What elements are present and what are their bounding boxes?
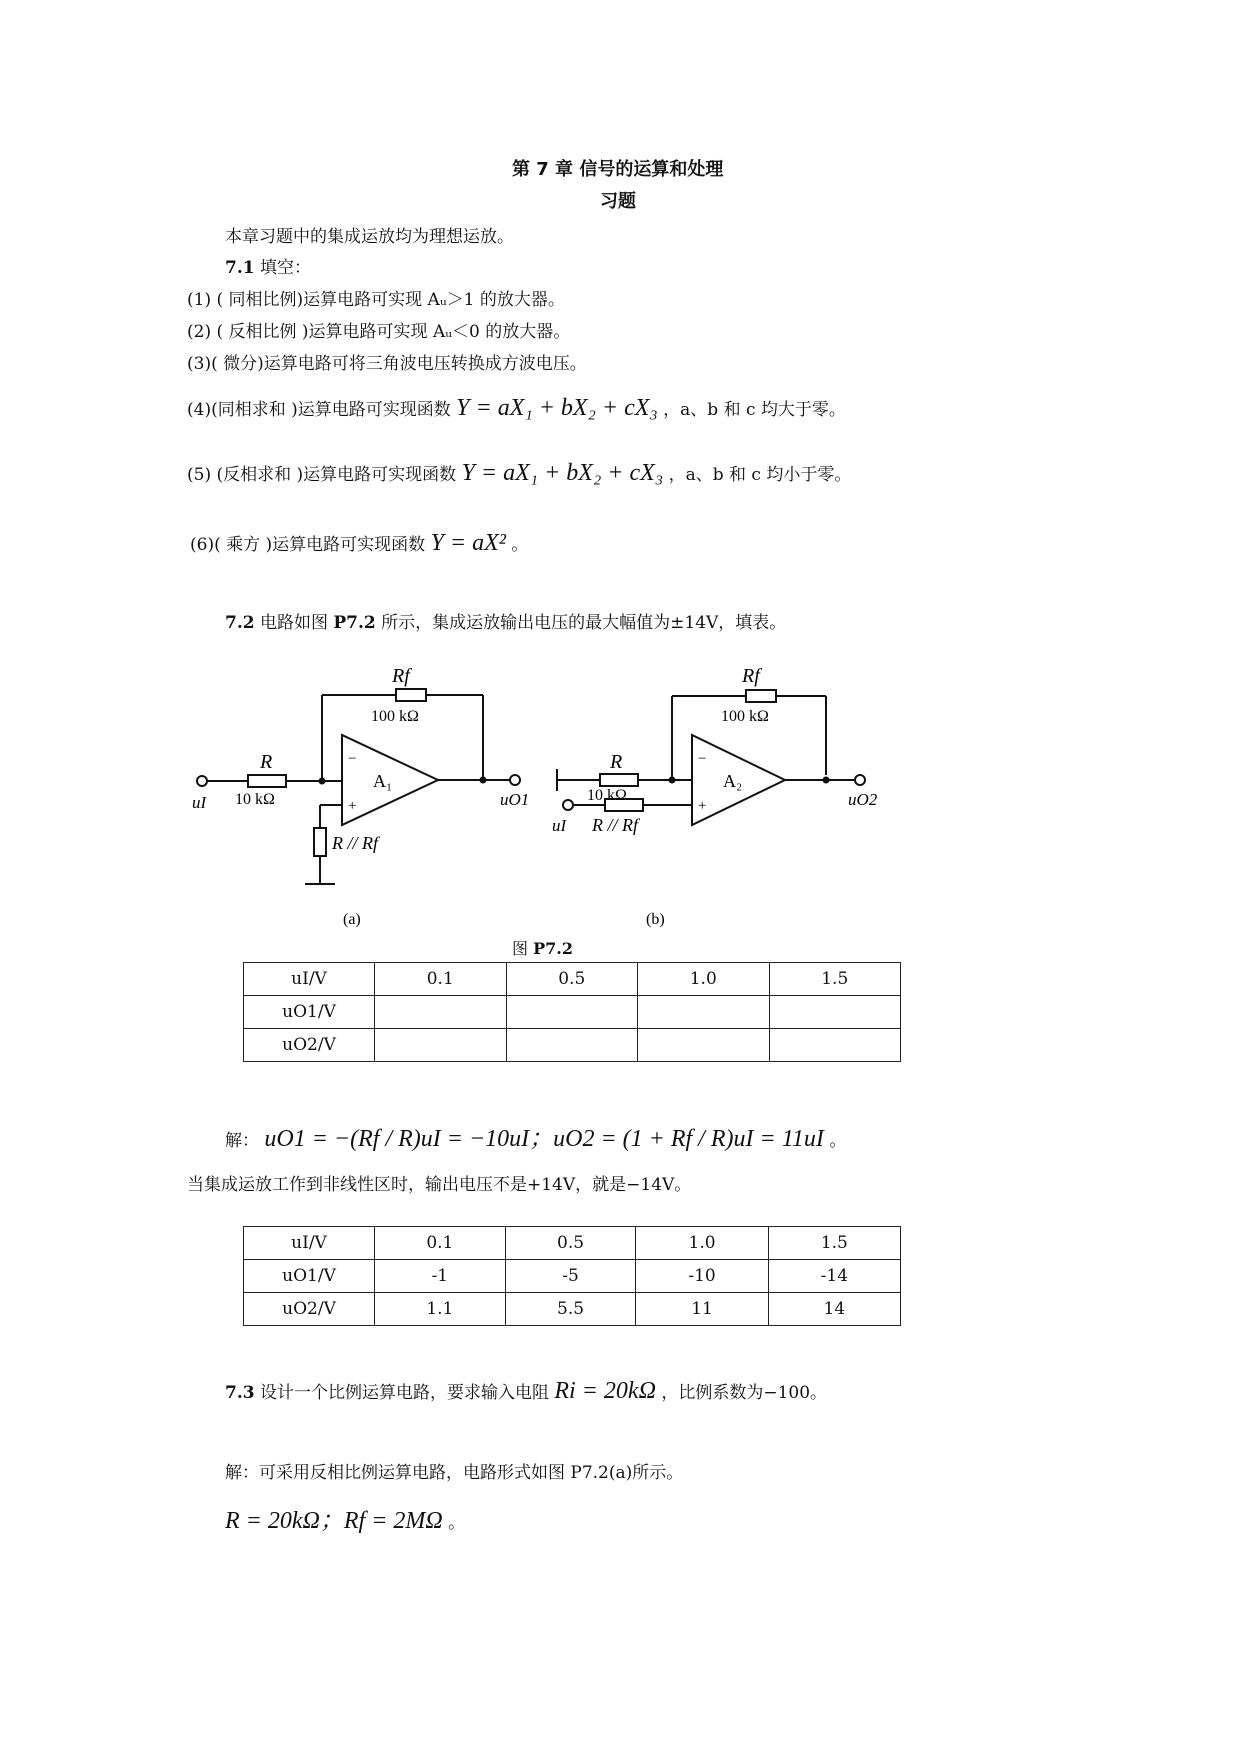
solution-label: 解： (225, 1131, 259, 1151)
table-cell: 5.5 (505, 1293, 636, 1326)
answer-item-5 (187, 460, 851, 487)
formula-square: Y = aX² (430, 530, 506, 556)
table-cell: 1.0 (636, 1227, 768, 1260)
problem-prompt: 填空： (259, 258, 311, 278)
table-cell: uI/V (244, 1227, 375, 1260)
blank-table (243, 962, 901, 1062)
table-cell (638, 996, 770, 1029)
label-r-par-rf-b: R // Rf (592, 815, 638, 835)
item-5-text: (5) (反相求和 )运算电路可实现函数 (187, 465, 457, 485)
figure-ref: P7.2 (333, 613, 376, 633)
problem-7-2-statement (225, 608, 786, 633)
table-cell (769, 996, 901, 1029)
label-b: (b) (646, 911, 665, 928)
table-cell: 1.5 (768, 1227, 900, 1260)
solution-7-3: 解：可采用反相比例运算电路，电路形式如图 P7.2(a)所示。 (225, 1463, 684, 1483)
table-cell: 1.5 (769, 963, 901, 996)
statement-text: 电路如图 (259, 613, 328, 633)
formula-sum-4: Y = aX₁ + bX₂ + cX₃ (456, 395, 658, 421)
table-cell (638, 1029, 770, 1062)
table-row (244, 963, 901, 996)
table-cell: -14 (768, 1260, 900, 1293)
statement-text-2: ，比例系数为−100。 (661, 1383, 828, 1403)
formula-sum-5: Y = aX₁ + bX₂ + cX₃ (461, 460, 664, 486)
answer-table (243, 1226, 901, 1326)
problem-7-3-statement (225, 1378, 827, 1405)
problem-number: 7.1 (225, 258, 255, 278)
label-r-value-a: 10 kΩ (235, 791, 275, 808)
table-cell: -5 (505, 1260, 636, 1293)
solution-7-2 (225, 1118, 846, 1153)
label-rf-value-b: 100 kΩ (721, 708, 769, 725)
answer-item-6 (190, 530, 528, 557)
table-row (244, 1293, 901, 1326)
figure-caption-id: P7.2 (533, 939, 573, 958)
table-cell: uO2/V (244, 1293, 375, 1326)
section-subtitle: 习题 (600, 191, 636, 212)
table-row (244, 1227, 901, 1260)
item-4-text: (4)(同相求和 )运算电路可实现函数 (187, 400, 451, 420)
figure-caption-prefix: 图 (512, 939, 529, 958)
item-6-text: (6)( 乘方 )运算电路可实现函数 (190, 535, 426, 555)
table-cell (375, 1029, 507, 1062)
problem-number: 7.3 (225, 1383, 255, 1403)
problem-number: 7.2 (225, 613, 255, 633)
solution-end: 。 (829, 1131, 847, 1151)
table-cell: 1.0 (638, 963, 770, 996)
answer-item-4 (187, 395, 846, 422)
chapter-title: 第 7 章 信号的运算和处理 (512, 159, 724, 180)
answer-7-3 (225, 1500, 465, 1535)
table-cell: 0.5 (506, 963, 638, 996)
label-r-b: R (610, 751, 623, 773)
answer-end: 。 (448, 1513, 466, 1533)
table-cell (506, 1029, 638, 1062)
label-minus-b: − (698, 751, 707, 767)
label-r-a: R (260, 751, 273, 773)
label-rf-b: Rf (742, 665, 760, 687)
table-cell: uO1/V (244, 996, 375, 1029)
table-row (244, 1029, 901, 1062)
table-cell: 1.1 (375, 1293, 506, 1326)
answer-item-3: (3)( 微分)运算电路可将三角波电压转换成方波电压。 (187, 354, 587, 374)
resistance-formula: Ri = 20kΩ (554, 1378, 656, 1404)
label-a1: A₁ (373, 771, 393, 791)
label-r-value-b: 10 kΩ (587, 787, 627, 804)
label-ui-a: uI (192, 793, 207, 812)
item-5-tail: ，a、b 和 c 均小于零。 (668, 465, 852, 485)
label-minus-a: − (348, 751, 357, 767)
label-uo1: uO1 (500, 790, 530, 809)
table-cell: 0.1 (375, 1227, 506, 1260)
table-cell: -10 (636, 1260, 768, 1293)
label-rf-value-a: 100 kΩ (371, 708, 419, 725)
item-6-tail: 。 (511, 535, 529, 555)
label-ui-b: uI (552, 816, 567, 835)
answer-item-1: (1) ( 同相比例)运算电路可实现 Aᵤ＞1 的放大器。 (187, 290, 565, 310)
label-r-par-rf: R // Rf (332, 833, 378, 853)
answer-formula: R = 20kΩ；Rf = 2MΩ (225, 1508, 443, 1534)
label-a2: A₂ (723, 771, 743, 791)
problem-7-1-heading (225, 253, 311, 278)
label-rf-a: Rf (392, 665, 410, 687)
statement-text: 设计一个比例运算电路，要求输入电阻 (259, 1383, 549, 1403)
table-cell: -1 (375, 1260, 506, 1293)
table-cell: 0.5 (505, 1227, 636, 1260)
label-plus-b: + (698, 798, 707, 814)
table-cell (769, 1029, 901, 1062)
table-cell: uO2/V (244, 1029, 375, 1062)
table-cell: 14 (768, 1293, 900, 1326)
solution-note: 当集成运放工作到非线性区时，输出电压不是+14V，就是−14V。 (187, 1175, 692, 1195)
table-cell: 11 (636, 1293, 768, 1326)
label-plus-a: + (348, 798, 357, 814)
table-cell (375, 996, 507, 1029)
table-row (244, 996, 901, 1029)
intro-text: 本章习题中的集成运放均为理想运放。 (225, 227, 514, 247)
figure-caption (512, 936, 573, 959)
table-cell (506, 996, 638, 1029)
circuit-figure (180, 660, 880, 940)
statement-text-2: 所示，集成运放输出电压的最大幅值为±14V，填表。 (381, 613, 787, 633)
answer-item-2: (2) ( 反相比例 )运算电路可实现 Aᵤ＜0 的放大器。 (187, 322, 571, 342)
table-cell: uO1/V (244, 1260, 375, 1293)
table-cell: 0.1 (375, 963, 507, 996)
item-4-tail: ，a、b 和 c 均大于零。 (663, 400, 846, 420)
table-cell: uI/V (244, 963, 375, 996)
table-row (244, 1260, 901, 1293)
label-uo2: uO2 (848, 790, 878, 809)
solution-formula: uO1 = −(Rf / R)uI = −10uI；uO2 = (1 + Rf / R)uI = 11uI (264, 1126, 824, 1152)
label-a: (a) (343, 911, 361, 928)
